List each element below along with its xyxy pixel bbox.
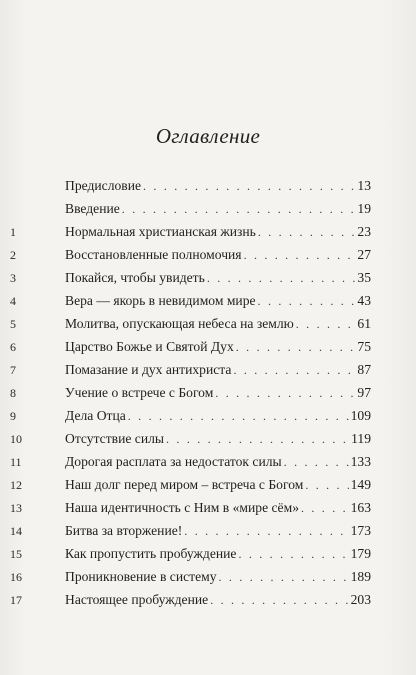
toc-entry-line [65,176,371,196]
page-number: 203 [350,592,371,607]
toc-entry [0,222,416,242]
page-number: 27 [357,247,371,262]
toc-entry [0,291,416,311]
dot-leader [215,383,355,403]
chapter-number: 11 [10,455,22,469]
chapter-number: 13 [10,501,22,515]
toc-entry-line [65,567,371,587]
toc-entry [0,590,416,610]
page-number: 75 [357,339,371,354]
dot-leader [143,176,355,196]
dot-leader [238,544,348,564]
page-number: 119 [351,431,371,446]
chapter-number: 14 [10,524,22,538]
dot-leader [166,429,349,449]
chapter-title: Проникновение в систему [65,569,217,584]
toc-entry-line [65,406,371,426]
page-number: 189 [350,569,371,584]
page-number: 133 [350,454,371,469]
toc-entry-line [65,475,371,495]
chapter-number: 2 [10,248,16,262]
page-number: 163 [350,500,371,515]
chapter-title: Отсутствие силы [65,431,165,446]
toc-entry [0,337,416,357]
dot-leader [244,245,356,265]
dot-leader [258,222,356,242]
toc-entry [0,521,416,541]
page-number: 43 [357,293,371,308]
dot-leader [219,567,349,587]
chapter-title: Нормальная христианская жизнь [65,224,256,239]
dot-leader [301,498,349,518]
toc-entry-line [65,521,371,541]
chapter-title: Предисловие [65,178,142,193]
chapter-number: 3 [10,271,16,285]
toc-entry-line [65,222,371,242]
chapter-title: Покайся, чтобы увидеть [65,270,205,285]
dot-leader [128,406,349,426]
chapter-number: 12 [10,478,22,492]
toc-entry-line [65,268,371,288]
toc-entry-line [65,337,371,357]
chapter-number: 4 [10,294,16,308]
chapter-number: 16 [10,570,22,584]
chapter-title: Дорогая расплата за недостаток силы [65,454,282,469]
page-number: 109 [350,408,371,423]
dot-leader [207,268,356,288]
dot-leader [284,452,349,472]
chapter-title: Как пропустить пробуждение [65,546,237,561]
dot-leader [305,475,348,495]
page-number: 23 [357,224,371,239]
toc-entry [0,475,416,495]
page-number: 97 [357,385,371,400]
dot-leader [184,521,348,541]
chapter-title: Битва за вторжение! [65,523,183,538]
toc-entry [0,544,416,564]
chapter-title: Настоящее пробуждение [65,592,209,607]
chapter-number: 7 [10,363,16,377]
toc-entry [0,268,416,288]
page-number: 13 [357,178,371,193]
toc-entry [0,199,416,219]
chapter-title: Наш долг перед миром – встреча с Богом [65,477,304,492]
toc-entry [0,383,416,403]
toc-entry-line [65,314,371,334]
toc-entry-line [65,544,371,564]
toc-entry [0,498,416,518]
toc-entry [0,314,416,334]
toc-entry-line [65,245,371,265]
chapter-number: 5 [10,317,16,331]
chapter-title: Восстановленные полномочия [65,247,242,262]
chapter-number: 1 [10,225,16,239]
dot-leader [233,360,355,380]
dot-leader [210,590,348,610]
chapter-number: 9 [10,409,16,423]
toc-entry-line [65,452,371,472]
dot-leader [258,291,356,311]
chapter-number: 6 [10,340,16,354]
chapter-number: 17 [10,593,22,607]
page-title: Оглавление [155,124,261,148]
toc-entry [0,176,416,196]
chapter-title: Введение [65,201,120,216]
toc-entry-line [65,291,371,311]
page-number: 179 [350,546,371,561]
page-number: 173 [350,523,371,538]
toc-entry-line [65,360,371,380]
dot-leader [122,199,356,219]
toc-entry-line [65,199,371,219]
page-number: 87 [357,362,371,377]
chapter-number: 10 [10,432,22,446]
toc-entry [0,429,416,449]
toc-entry-line [65,498,371,518]
toc-entry-line [65,590,371,610]
toc-entry [0,567,416,587]
chapter-title: Молитва, опускающая небеса на землю [65,316,294,331]
toc-entry [0,406,416,426]
page-number: 61 [357,316,371,331]
chapter-number: 15 [10,547,22,561]
toc-entry [0,245,416,265]
chapter-title: Царство Божье и Святой Дух [65,339,234,354]
chapter-title: Дела Отца [65,408,126,423]
toc-entry-line [65,429,371,449]
chapter-number: 8 [10,386,16,400]
chapter-title: Вера — якорь в невидимом мире [65,293,256,308]
dot-leader [296,314,356,334]
chapter-title: Учение о встрече с Богом [65,385,214,400]
chapter-title: Наша идентичность с Ним в «мире сём» [65,500,299,515]
dot-leader [236,337,356,357]
toc-entry [0,360,416,380]
toc-entry [0,452,416,472]
toc-entry-line [65,383,371,403]
chapter-title: Помазание и дух антихриста [65,362,232,377]
page-number: 19 [357,201,371,216]
page-number: 35 [357,270,371,285]
page-number: 149 [350,477,371,492]
